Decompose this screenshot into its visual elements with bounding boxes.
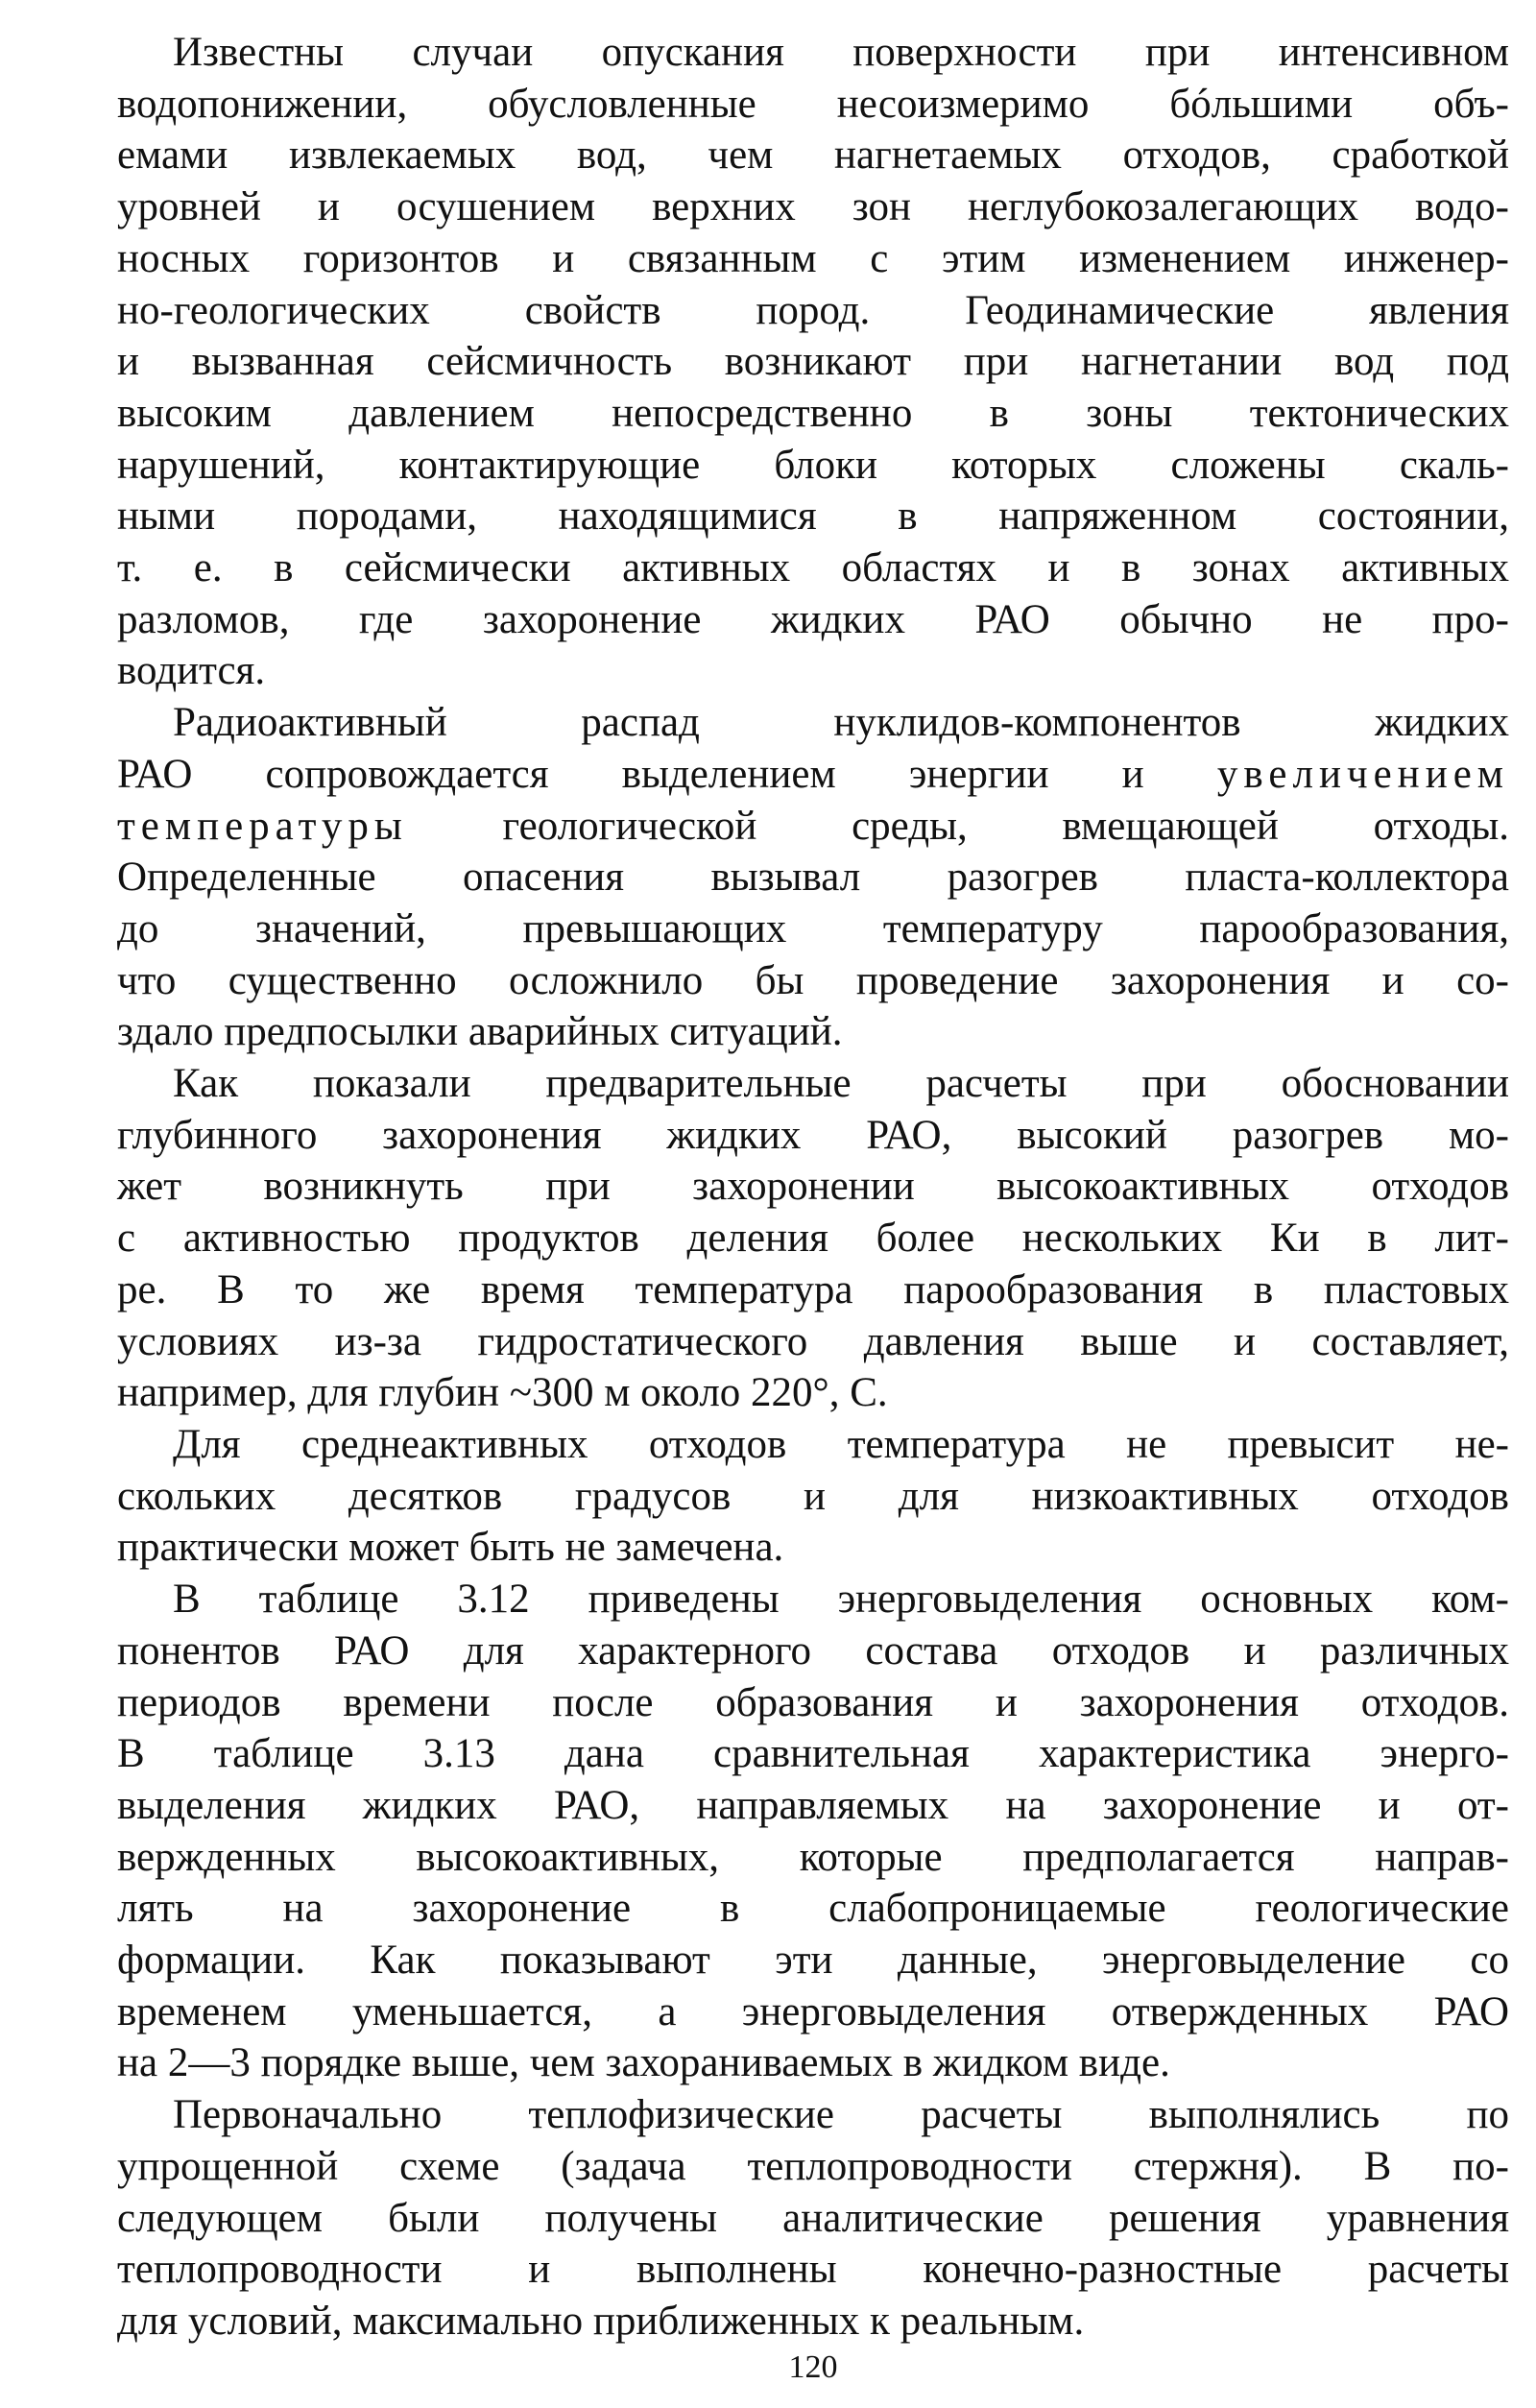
- text-line: периодов времени после образования и захоронения отходов.: [117, 1679, 1509, 1725]
- text-line: температуры геологической среды, вмещающей отходы.: [117, 803, 1509, 849]
- document-page: [117, 27, 1509, 2408]
- text-line: Первоначально теплофизические расчеты выполнялись по: [173, 2092, 1509, 2138]
- text-line: временем уменьшается, а энерговыделения отвержденных РАО: [117, 1988, 1509, 2035]
- paragraph-4: [117, 1419, 1509, 1574]
- paragraph-1: [117, 27, 1509, 697]
- body-text: [117, 27, 1509, 2348]
- text-line: РАО сопровождается выделением энергии и увеличением: [117, 751, 1509, 797]
- text-line: условиях из-за гидростатического давления выше и составляет,: [117, 1318, 1509, 1364]
- text-line: теплопроводности и выполнены конечно-разностные расчеты: [117, 2247, 1509, 2293]
- text-line: вержденных высокоактивных, которые предполагается направ-: [117, 1834, 1509, 1880]
- text-line: ре. В то же время температура парообразования в пластовых: [117, 1266, 1509, 1312]
- text-line: т. е. в сейсмически активных областях и в зонах активных: [117, 545, 1509, 591]
- text-line: формации. Как показывают эти данные, энерговыделение со: [117, 1938, 1509, 1984]
- text-line: емами извлекаемых вод, чем нагнетаемых отходов, сработкой: [117, 132, 1509, 179]
- text-line: ными породами, находящимися в напряженном состоянии,: [117, 494, 1509, 540]
- page-number: 120: [788, 2349, 838, 2385]
- text-line: Известны случаи опускания поверхности при интенсивном: [173, 30, 1509, 75]
- text-line: скольких десятков градусов и для низкоактивных отходов: [117, 1473, 1509, 1519]
- text-line: и вызванная сейсмичность возникают при нагнетании вод под: [117, 339, 1509, 385]
- text-line: водится.: [117, 648, 266, 694]
- text-line: практически может быть не замечена.: [117, 1525, 784, 1571]
- text-line: глубинного захоронения жидких РАО, высокий разогрев мо-: [117, 1112, 1509, 1158]
- text-line: высоким давлением непосредственно в зоны тектонических: [117, 390, 1509, 436]
- text-line: здало предпосылки аварийных ситуаций.: [117, 1009, 843, 1055]
- text-line: жет возникнуть при захоронении высокоактивных отходов: [117, 1164, 1509, 1210]
- text-line: на 2—3 порядке выше, чем захораниваемых в жидком виде.: [117, 2040, 1170, 2086]
- text-line: понентов РАО для характерного состава отходов и различных: [117, 1627, 1509, 1674]
- text-line: Определенные опасения вызывал разогрев пласта-коллектора: [117, 855, 1509, 901]
- text-line: до значений, превышающих температуру парообразования,: [117, 905, 1509, 951]
- text-line: водопонижении, обусловленные несоизмеримо бóльшими объ-: [117, 81, 1509, 127]
- paragraph-6: [117, 2089, 1509, 2348]
- text-line: нарушений, контактирующие блоки которых сложены скаль-: [117, 442, 1509, 488]
- text-line: Как показали предварительные расчеты при обосновании: [173, 1061, 1509, 1107]
- text-line: выделения жидких РАО, направляемых на захоронение и от-: [117, 1782, 1509, 1828]
- text-line: для условий, максимально приближенных к реальным.: [117, 2298, 1085, 2344]
- text-line: с активностью продуктов деления более нескольких Ки в лит-: [117, 1216, 1509, 1262]
- text-line: Радиоактивный распад нуклидов-компонентов жидких: [173, 700, 1509, 746]
- text-line: следующем были получены аналитические решения уравнения: [117, 2195, 1509, 2241]
- text-line: В таблице 3.13 дана сравнительная характеристика энерго-: [117, 1731, 1509, 1777]
- text-line: уровней и осушением верхних зон неглубокозалегающих водо-: [117, 184, 1509, 230]
- paragraph-5: [117, 1574, 1509, 2089]
- text-line: Для среднеактивных отходов температура не превысит не-: [173, 1421, 1509, 1467]
- text-line: разломов, где захоронение жидких РАО обычно не про-: [117, 596, 1509, 642]
- paragraph-2: [117, 697, 1509, 1058]
- paragraph-3: [117, 1058, 1509, 1419]
- text-line: что существенно осложнило бы проведение захоронения и со-: [117, 957, 1509, 1003]
- text-line: например, для глубин ~300 м около 220°, С.: [117, 1370, 888, 1416]
- text-line: лять на захоронение в слабопроницаемые геологические: [117, 1886, 1509, 1932]
- text-line: В таблице 3.12 приведены энерговыделения основных ком-: [173, 1577, 1509, 1623]
- text-line: упрощенной схеме (задача теплопроводности стержня). В по-: [117, 2143, 1509, 2189]
- text-line: носных горизонтов и связанным с этим изменением инженер-: [117, 235, 1509, 281]
- text-line: но-геологических свойств пород. Геодинамические явления: [117, 287, 1509, 333]
